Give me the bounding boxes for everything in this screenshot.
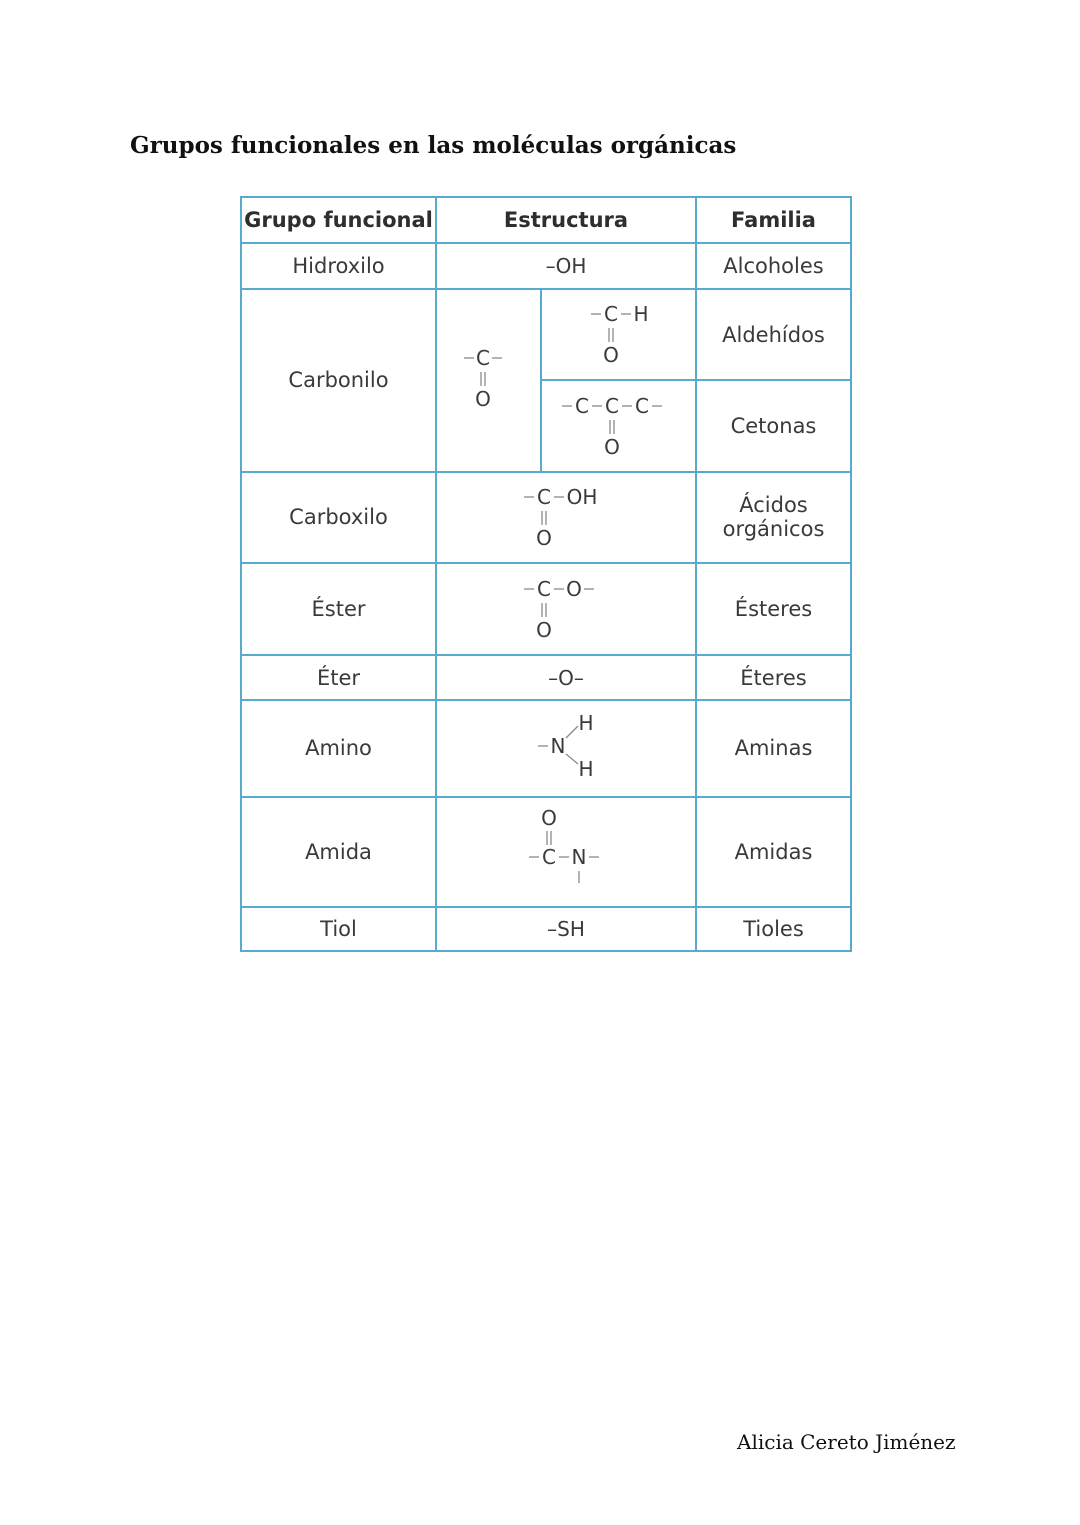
author-name: Alicia Cereto Jiménez	[737, 1430, 956, 1454]
cell-estructura-amino	[436, 700, 696, 796]
svg-text:C: C	[537, 484, 551, 509]
cell-grupo-eter: Éter	[241, 655, 436, 700]
functional-groups-table	[240, 196, 852, 952]
header-familia: Familia	[696, 197, 851, 243]
svg-text:O: O	[603, 434, 620, 459]
cell-familia-hidroxilo: Alcoholes	[696, 243, 851, 289]
cell-estructura-tiol	[436, 907, 696, 951]
cell-grupo-amino: Amino	[241, 700, 436, 796]
cell-estructura-aldehido	[541, 289, 696, 380]
cell-familia-amino: Aminas	[696, 700, 851, 796]
cell-familia-carboxilo	[696, 472, 851, 563]
formula-aldehido	[569, 292, 669, 372]
cell-estructura-hidroxilo	[436, 243, 696, 289]
svg-text:H: H	[632, 302, 649, 327]
table-row-hidroxilo	[241, 243, 851, 289]
svg-text:C: C	[603, 302, 618, 327]
table-row-amino	[241, 700, 851, 796]
table-row-ester	[241, 563, 851, 655]
table-row-eter	[241, 655, 851, 700]
page-title: Grupos funcionales en las moléculas orgánicas	[130, 132, 737, 159]
cell-grupo-tiol: Tiol	[241, 907, 436, 951]
svg-text:O: O	[602, 343, 619, 368]
cell-grupo-carboxilo: Carboxilo	[241, 472, 436, 563]
cell-estructura-ester	[436, 563, 696, 655]
cell-familia-amida: Amidas	[696, 797, 851, 907]
familia-acidos-line-1: Ácidos	[739, 493, 808, 518]
cell-estructura-carboxilo	[436, 472, 696, 563]
cell-estructura-cetona	[541, 380, 696, 471]
formula-amida	[511, 801, 621, 897]
formula-eter: –O–	[548, 665, 584, 690]
cell-grupo-amida: Amida	[241, 797, 436, 907]
cell-grupo-hidroxilo: Hidroxilo	[241, 243, 436, 289]
formula-carboxilo	[506, 475, 626, 555]
cell-estructura-amida	[436, 797, 696, 907]
table-header-row	[241, 197, 851, 243]
familia-acidos-line-2: orgánicos	[722, 517, 825, 542]
formula-tiol: –SH	[547, 916, 585, 941]
header-grupo-funcional: Grupo funcional	[241, 197, 436, 243]
formula-cetona	[554, 384, 684, 464]
table-row-carboxilo	[241, 472, 851, 563]
formula-carbonilo-general	[454, 338, 524, 418]
svg-text:O: O	[536, 617, 552, 642]
svg-text:C: C	[574, 393, 589, 418]
cell-familia-tiol: Tioles	[696, 907, 851, 951]
table-row-amida	[241, 797, 851, 907]
cell-familia-eter: Éteres	[696, 655, 851, 700]
cell-grupo-carbonilo: Carbonilo	[241, 289, 436, 471]
cell-grupo-ester: Éster	[241, 563, 436, 655]
svg-text:N: N	[571, 845, 587, 870]
svg-text:H: H	[578, 756, 594, 781]
formula-hidroxilo: –OH	[545, 254, 587, 279]
table-row-tiol	[241, 907, 851, 951]
header-estructura: Estructura	[436, 197, 696, 243]
svg-text:C: C	[542, 845, 556, 870]
svg-text:O: O	[566, 576, 582, 601]
cell-estructura-carbonilo-general	[436, 289, 541, 471]
svg-text:O: O	[474, 386, 491, 411]
cell-estructura-eter	[436, 655, 696, 700]
svg-text:C: C	[634, 393, 649, 418]
table-row-carbonilo-aldehido	[241, 289, 851, 380]
svg-text:N: N	[550, 733, 566, 758]
formula-ester	[506, 567, 626, 647]
cell-familia-aldehido: Aldehídos	[696, 289, 851, 380]
svg-text:C: C	[475, 345, 490, 370]
svg-text:C: C	[604, 393, 619, 418]
svg-text:H: H	[578, 710, 594, 735]
svg-text:O: O	[541, 806, 557, 831]
svg-text:O: O	[536, 525, 552, 550]
svg-text:C: C	[537, 576, 551, 601]
cell-familia-cetona: Cetonas	[696, 380, 851, 471]
svg-text:OH: OH	[566, 484, 598, 509]
formula-amino	[516, 706, 616, 786]
cell-familia-ester: Ésteres	[696, 563, 851, 655]
